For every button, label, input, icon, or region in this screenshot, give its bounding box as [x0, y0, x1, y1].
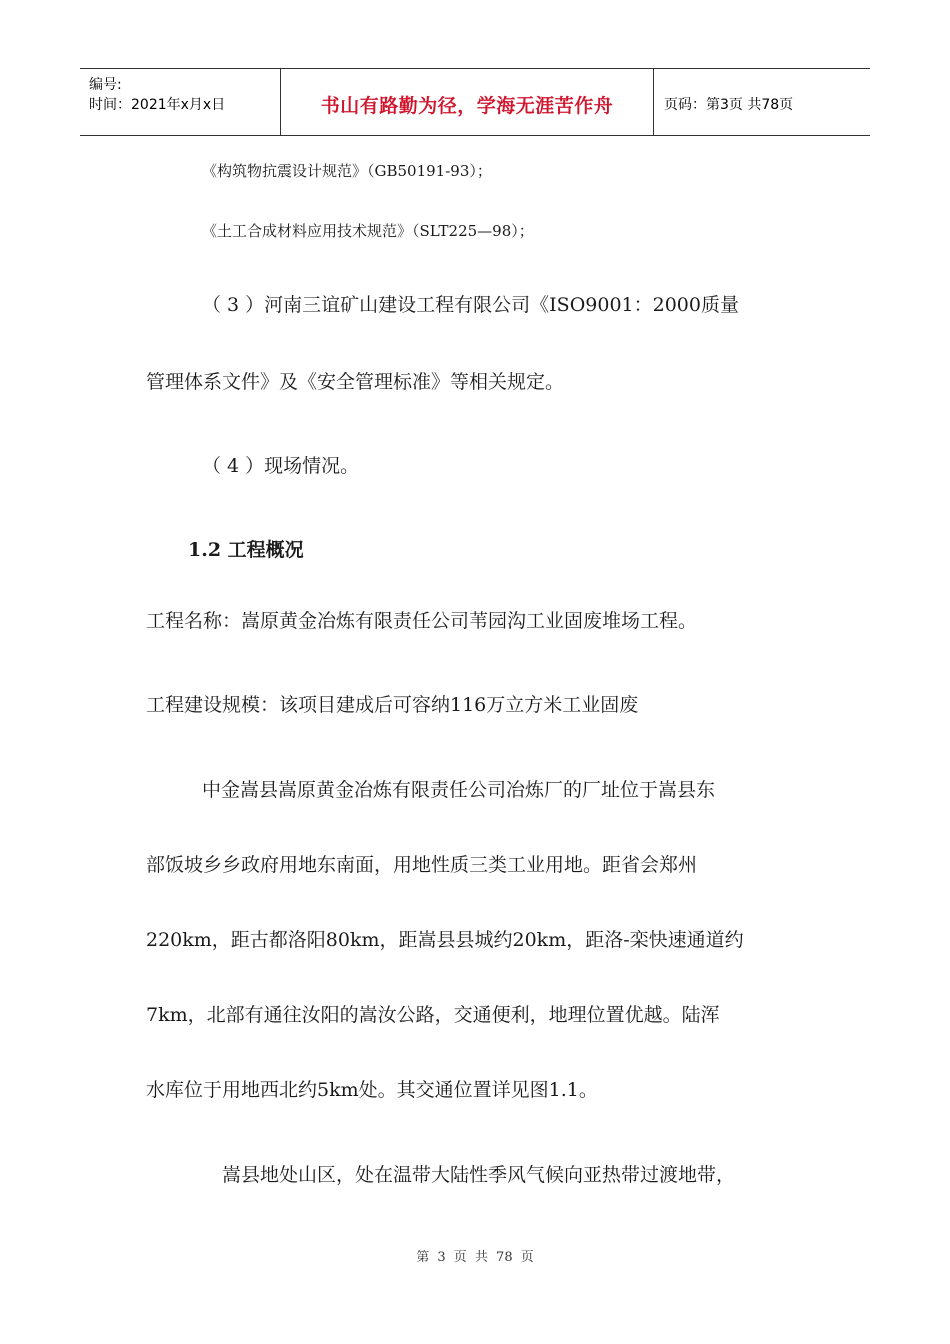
document-number-label: 编号:: [89, 77, 122, 93]
page-footer: 第 3 页 共 78 页: [416, 1250, 534, 1265]
reference-line: 《土工合成材料应用技术规范》（SLT225—98）；: [202, 222, 534, 240]
paragraph-line: 220km，距古都洛阳80km，距嵩县县城约20km，距洛-栾快速通道约: [146, 929, 744, 951]
paragraph-line: 水库位于用地西北约5km处。其交通位置详见图1.1。: [146, 1079, 598, 1101]
header-meta-cell: [80, 69, 281, 135]
list-item-continuation: 管理体系文件》及《安全管理标准》等相关规定。: [146, 371, 565, 393]
header-motto-cell: [281, 69, 654, 135]
list-item: （ 4 ）现场情况。: [202, 455, 360, 477]
paragraph-line: 嵩县地处山区，处在温带大陆性季风气候向亚热带过渡地带，: [222, 1164, 736, 1186]
paragraph-line: 部饭坡乡乡政府用地东南面，用地性质三类工业用地。距省会郑州: [146, 854, 698, 876]
list-item: （ 3 ）河南三谊矿山建设工程有限公司《ISO9001：2000质量: [202, 294, 739, 316]
section-heading: 1.2 工程概况: [188, 539, 304, 561]
paragraph-line: 7km，北部有通往汝阳的嵩汝公路，交通便利，地理位置优越。陆浑: [146, 1004, 720, 1026]
document-date: 时间：2021年x月x日: [89, 97, 226, 113]
paragraph-line: 工程建设规模：该项目建成后可容纳116万立方米工业固废: [146, 694, 639, 716]
reference-line: 《构筑物抗震设计规范》（GB50191-93）；: [202, 162, 492, 180]
header-motto: 书山有路勤为径，学海无涯苦作舟: [320, 95, 614, 117]
header-page-info: 页码：第3页 共78页: [664, 97, 794, 113]
header-page-cell: [654, 69, 870, 135]
paragraph-line: 工程名称：嵩原黄金冶炼有限责任公司苇园沟工业固废堆场工程。: [146, 610, 698, 632]
page-header: [80, 68, 870, 136]
paragraph-line: 中金嵩县嵩原黄金冶炼有限责任公司冶炼厂的厂址位于嵩县东: [202, 779, 716, 801]
